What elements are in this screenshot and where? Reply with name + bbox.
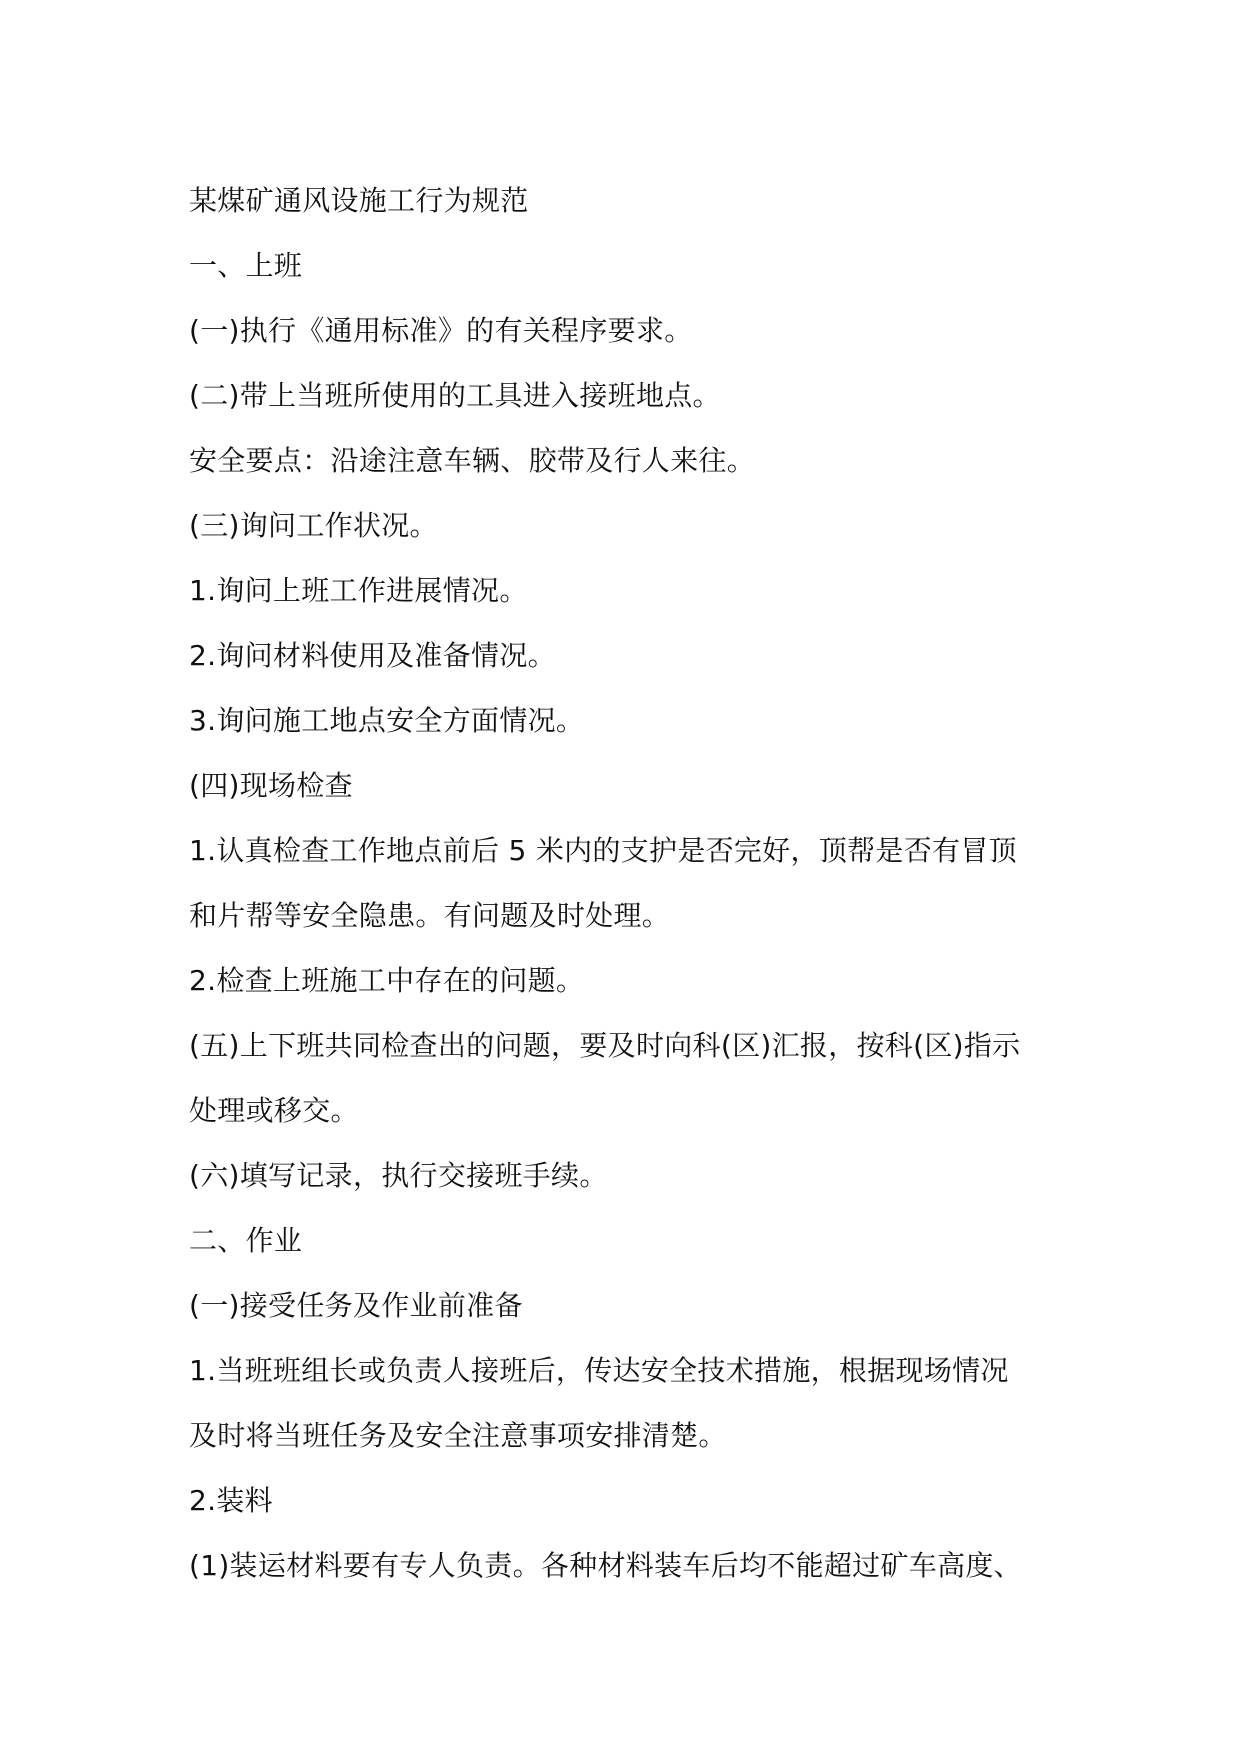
document-body: [189, 168, 1059, 1598]
list-item-line: 2.询问材料使用及准备情况。: [189, 639, 556, 672]
list-item-line: 3.询问施工地点安全方面情况。: [189, 704, 585, 737]
paragraph-line: (四)现场检查: [189, 769, 353, 802]
paragraph-line: (二)带上当班所使用的工具进入接班地点。: [189, 379, 721, 412]
paragraph-line: (一)执行《通用标准》的有关程序要求。: [189, 314, 693, 347]
document-title: 某煤矿通风设施工行为规范: [189, 184, 529, 217]
list-item-line: 2.装料: [189, 1484, 273, 1517]
list-item-continuation-line: 及时将当班任务及安全注意事项安排清楚。: [189, 1419, 727, 1452]
paragraph-continuation-line: 处理或移交。: [189, 1094, 359, 1127]
paragraph-line: (三)询问工作状况。: [189, 509, 438, 542]
list-item-line: 1.当班班组长或负责人接班后，传达安全技术措施，根据现场情况: [189, 1354, 1009, 1387]
list-item-line: 1.询问上班工作进展情况。: [189, 574, 528, 607]
list-item-line: (1)装运材料要有专人负责。各种材料装车后均不能超过矿车高度、: [189, 1549, 1022, 1582]
paragraph-line: (一)接受任务及作业前准备: [189, 1289, 523, 1322]
section-heading: 二、作业: [189, 1224, 303, 1257]
paragraph-line: (六)填写记录，执行交接班手续。: [189, 1159, 608, 1192]
paragraph-line: (五)上下班共同检查出的问题，要及时向科(区)汇报，按科(区)指示: [189, 1029, 1021, 1062]
list-item-line: 1.认真检查工作地点前后 5 米内的支护是否完好，顶帮是否有冒顶: [189, 834, 1017, 867]
safety-note-line: 安全要点：沿途注意车辆、胶带及行人来往。: [189, 444, 756, 477]
list-item-line: 2.检查上班施工中存在的问题。: [189, 964, 585, 997]
section-heading: 一、上班: [189, 249, 303, 282]
list-item-continuation-line: 和片帮等安全隐患。有问题及时处理。: [189, 899, 671, 932]
